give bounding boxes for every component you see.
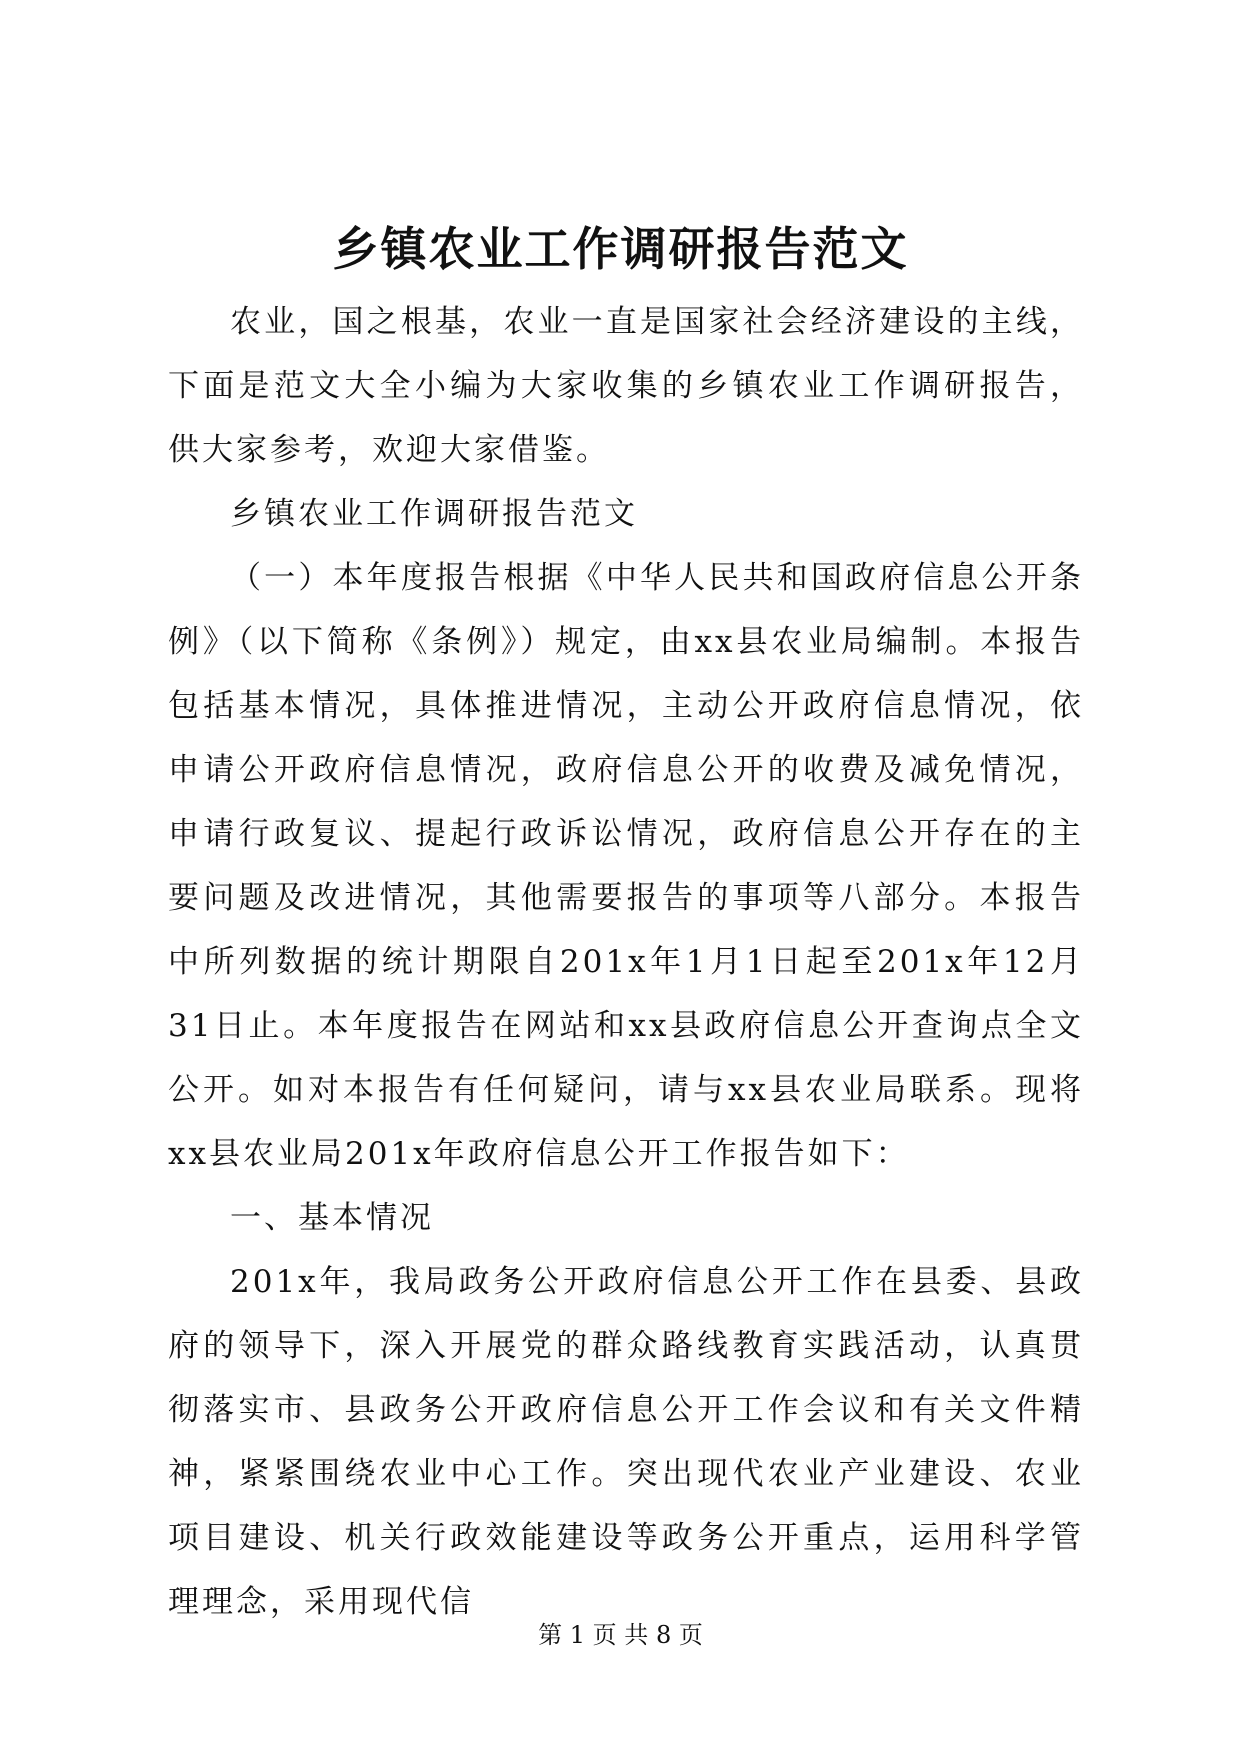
intro-paragraph: 农业，国之根基，农业一直是国家社会经济建设的主线，下面是范文大全小编为大家收集的乡镇农业工作调研报告，供大家参考，欢迎大家借鉴。 [168, 304, 1084, 468]
section-one-paragraph: （一）本年度报告根据《中华人民共和国政府信息公开条例》（以下简称《条例》）规定，由xx县农业局编制。本报告包括基本情况，具体推进情况，主动公开政府信息情况，依申请公开政府信息情况，政府信息公开的收费及减免情况，申请行政复议、提起行政诉讼情况，政府信息公开存在的主要问题及改进情况，其他需要报告的事项等八部分。本报告中所列数据的统计期限自201x年1月1日起至201x年12月31日止。本年度报告在网站和xx县政府信息公开查询点全文公开。如对本报告有任何疑问，请与xx县农业局联系。现将xx县农业局201x年政府信息公开工作报告如下： [168, 560, 1084, 1172]
subtitle-paragraph: 乡镇农业工作调研报告范文 [230, 496, 638, 532]
document-title: 乡镇农业工作调研报告范文 [332, 222, 909, 276]
heading-basic-situation: 一、基本情况 [230, 1200, 434, 1236]
document-body [168, 290, 1084, 1634]
basic-situation-paragraph: 201x年，我局政务公开政府信息公开工作在县委、县政府的领导下，深入开展党的群众路线教育实践活动，认真贯彻落实市、县政务公开政府信息公开工作会议和有关文件精神，紧紧围绕农业中心工作。突出现代农业产业建设、农业项目建设、机关行政效能建设等政务公开重点，运用科学管理理念，采用现代信 [168, 1264, 1084, 1620]
page-footer: 第 1 页 共 8 页 [538, 1621, 703, 1649]
